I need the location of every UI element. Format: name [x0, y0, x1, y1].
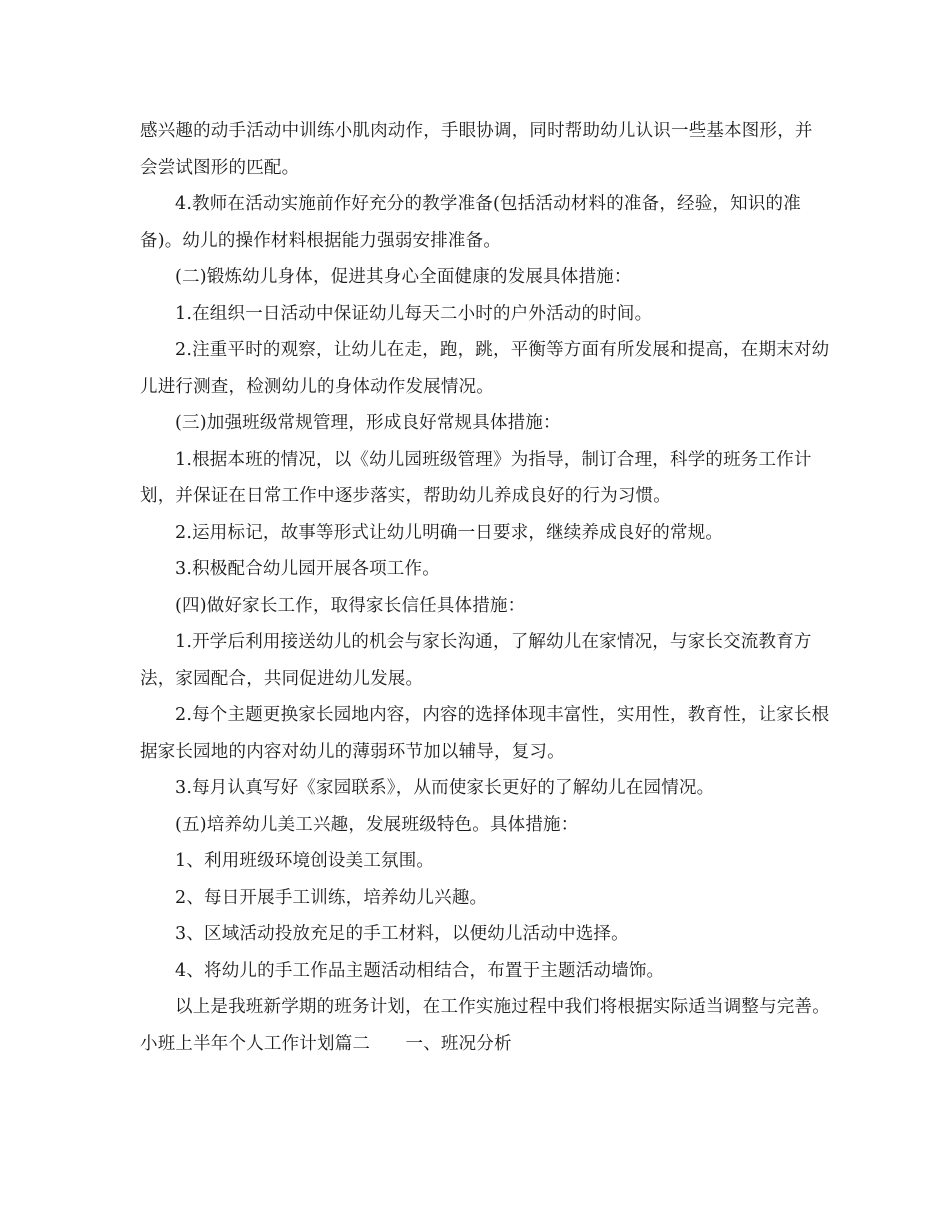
- paragraph: 感兴趣的动手活动中训练小肌肉动作，手眼协调，同时帮助幼儿认识一些基本图形，并会尝试图形的匹配。: [140, 121, 813, 178]
- paragraph: 3.每月认真写好《家园联系》，从而使家长更好的了解幼儿在园情况。: [175, 778, 715, 798]
- section-heading: (二)锻炼幼儿身体，促进其身心全面健康的发展具体措施：: [175, 267, 632, 287]
- list-item: 2、每日开展手工训练，培养幼儿兴趣。: [175, 887, 488, 908]
- list-item: 4、将幼儿的手工作品主题活动相结合，布置于主题活动墙饰。: [175, 960, 665, 981]
- section-heading: (三)加强班级常规管理，形成良好常规具体措施：: [175, 413, 561, 433]
- section-heading: (四)做好家长工作，取得家长信任具体措施：: [175, 595, 526, 616]
- paragraph: 3.积极配合幼儿园开展各项工作。: [175, 559, 440, 579]
- paragraph: 2.注重平时的观察，让幼儿在走，跑，跳，平衡等方面有所发展和提高，在期末对幼儿进行测查，检测幼儿的身体动作发展情况。: [140, 340, 830, 397]
- paragraph: 1.根据本班的情况，以《幼儿园班级管理》为指导，制订合理，科学的班务工作计划，并保证在日常工作中逐步落实，帮助幼儿养成良好的行为习惯。: [140, 449, 812, 506]
- paragraph: 4.教师在活动实施前作好充分的教学准备(包括活动材料的准备，经验，知识的准备)。幼儿的操作材料根据能力强弱安排准备。: [140, 194, 801, 251]
- list-item: 3、区域活动投放充足的手工材料，以便幼儿活动中选择。: [175, 924, 629, 944]
- paragraph: 2.每个主题更换家长园地内容，内容的选择体现丰富性，实用性，教育性，让家长根据家长园地的内容对幼儿的薄弱环节加以辅导，复习。: [140, 705, 830, 762]
- list-item: 1、利用班级环境创设美工氛围。: [175, 851, 435, 871]
- paragraph: 2.运用标记，故事等形式让幼儿明确一日要求，继续养成良好的常规。: [175, 522, 724, 543]
- section-heading: (五)培养幼儿美工兴趣，发展班级特色。具体措施：: [175, 814, 579, 835]
- paragraph: 以上是我班新学期的班务计划，在工作实施过程中我们将根据实际适当调整与完善。: [175, 997, 830, 1017]
- paragraph: 1.开学后利用接送幼儿的机会与家长沟通，了解幼儿在家情况，与家长交流教育方法，家园配合，共同促进幼儿发展。: [140, 632, 812, 689]
- paragraph: 1.在组织一日活动中保证幼儿每天二小时的户外活动的时间。: [175, 303, 653, 324]
- document-body: [140, 113, 830, 1062]
- closing-heading: 小班上半年个人工作计划篇二 一、班况分析: [140, 1033, 512, 1054]
